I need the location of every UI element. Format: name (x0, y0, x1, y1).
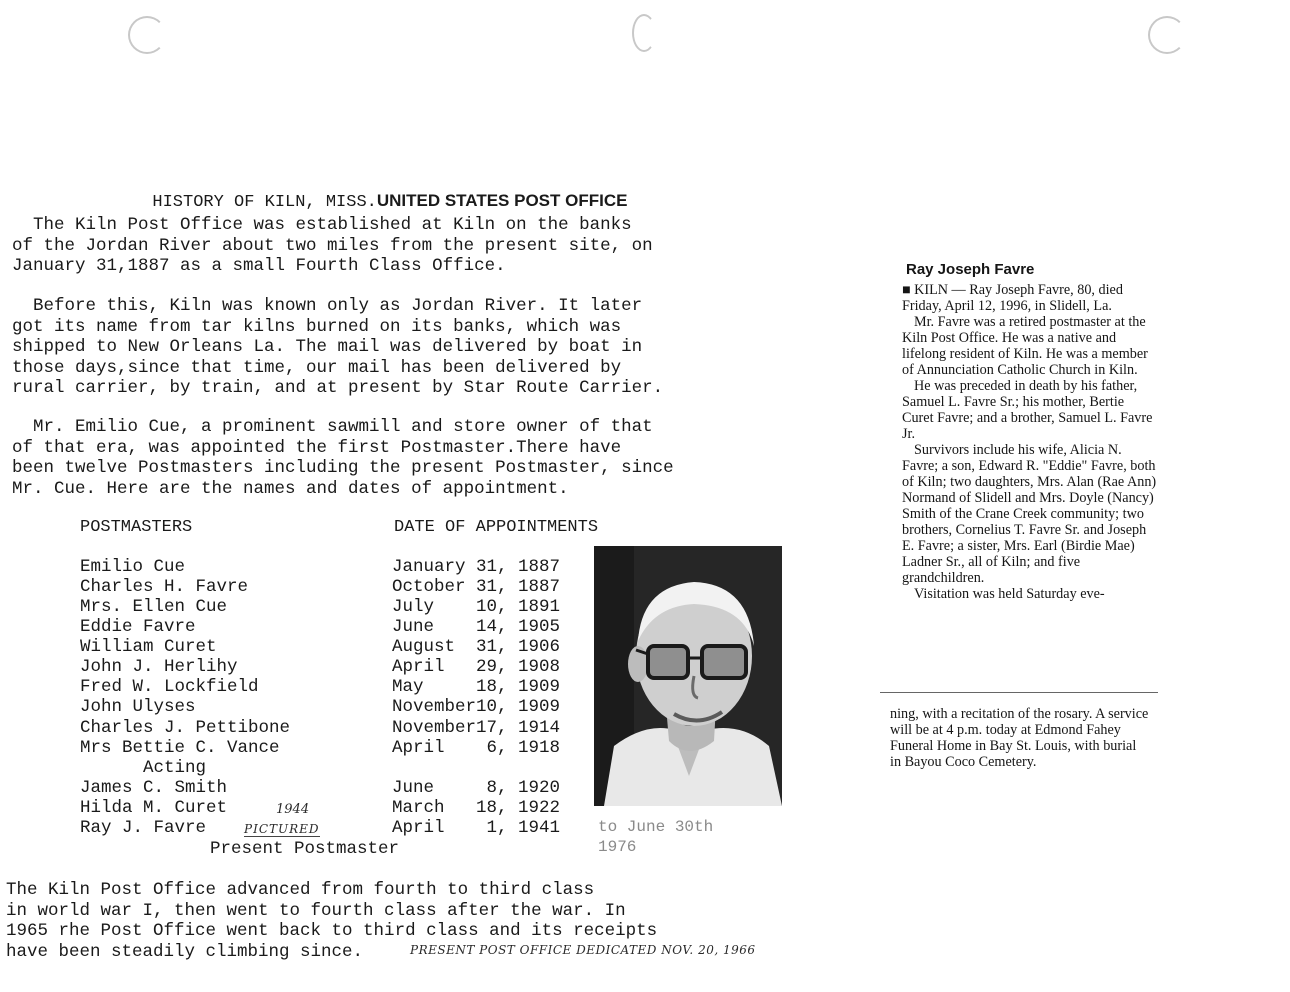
table-row (80, 697, 590, 717)
handwritten-dedication: PRESENT POST OFFICE DEDICATED NOV. 20, 1966 (410, 943, 756, 957)
appointment-date: July 10, 1891 (392, 597, 561, 617)
table-row (80, 577, 590, 597)
postmasters-header: POSTMASTERS (80, 518, 193, 537)
postmaster-name: Hilda M. Curet (80, 798, 228, 818)
postmaster-name: Acting (80, 758, 207, 778)
obituary-paragraph: Visitation was held Saturday eve- (914, 586, 1105, 602)
obituary-paragraph: He was preceded in death by his father, Samuel L. Favre Sr.; his mother, Bertie Curet Favre; and a brother, Samuel L. Favre Jr. (902, 378, 1153, 442)
appointment-date: August 31, 1906 (392, 637, 561, 657)
postmaster-name: Ray J. Favre (80, 818, 207, 838)
handwritten-pictured: PICTURED (244, 822, 320, 836)
appointment-date: May 18, 1909 (392, 677, 561, 697)
appointment-date: March 18, 1922 (392, 798, 561, 818)
handwritten-1944: 1944 (276, 802, 310, 817)
table-row (80, 597, 590, 617)
obituary-paragraph: Survivors include his wife, Alicia N. Favre; a son, Edward R. "Eddie" Favre, both of Kiln; two daughters, Mrs. Alan (Rae Ann) Normand of Slidell and Mrs. Doyle (Nancy) Smith of the Crane Creek community; two brothers, Cornelius T. Favre Sr. and Joseph E. Favre; a sister, Mrs. Earl (Birdie Mae) Ladner Sr., all of Kiln; and five grandchildren. (902, 442, 1157, 586)
table-row (80, 657, 590, 677)
paragraph-2: Before this, Kiln was known only as Jordan River. It later got its name from tar kilns burned on its banks, which was shipped to New Orleans La. The mail was delivered by boat in those days,since that time, our mail has been delivered by rural carrier, by train, and at present by Star Route Carrier. (12, 296, 664, 398)
table-row (80, 718, 590, 738)
table-row (80, 637, 590, 657)
appointment-date: October 31, 1887 (392, 577, 561, 597)
table-row (80, 677, 590, 697)
table-row (80, 617, 590, 637)
appointment-date: November17, 1914 (392, 718, 561, 738)
obituary-continuation-text: ning, with a recitation of the rosary. A service will be at 4 p.m. today at Edmond Fahey Funeral Home in Bay St. Louis, with burial in Bayou Coco Cemetery. (890, 706, 1149, 770)
postmaster-name: Mrs. Ellen Cue (80, 597, 228, 617)
clipping-divider (880, 692, 1158, 693)
postmaster-name: John Ulyses (80, 697, 196, 717)
postmaster-name: Charles J. Pettibone (80, 718, 291, 738)
obituary-headline: Ray Joseph Favre (906, 261, 1035, 278)
appointment-date: June 8, 1920 (392, 778, 561, 798)
title-bold: UNITED STATES POST OFFICE (376, 191, 628, 210)
postmaster-name: William Curet (80, 637, 217, 657)
appointment-date: November10, 1909 (392, 697, 561, 717)
obituary-continuation (890, 706, 1150, 770)
appointment-date: April 6, 1918 (392, 738, 561, 758)
present-postmaster-label: Present Postmaster (210, 839, 400, 859)
appointment-date: June 14, 1905 (392, 617, 561, 637)
table-row (80, 778, 590, 798)
obituary-paragraph: ■ KILN — Ray Joseph Favre, 80, died Friday, April 12, 1996, in Slidell, La. (902, 282, 1123, 314)
table-row (80, 557, 590, 577)
postmaster-name: Fred W. Lockfield (80, 677, 259, 697)
appointment-date: January 31, 1887 (392, 557, 561, 577)
postmaster-name: Charles H. Favre (80, 577, 249, 597)
closing-paragraph: The Kiln Post Office advanced from fourth to third class in world war I, then went to fourth class after the war. In 1965 rhe Post Office went back to third class and its receipts have been steadily climbing since. (6, 880, 658, 962)
postmaster-name: John J. Herlihy (80, 657, 238, 677)
paragraph-1: The Kiln Post Office was established at Kiln on the banks of the Jordan River about two miles from the present site, on January 31,1887 as a small Fourth Class Office. (12, 215, 653, 276)
table-row (80, 818, 590, 838)
obituary-paragraph: Mr. Favre was a retired postmaster at the Kiln Post Office. He was a native and lifelong resident of Kiln. He was a member of Annunciation Catholic Church in Kiln. (902, 314, 1148, 378)
paragraph-3: Mr. Emilio Cue, a prominent sawmill and store owner of that of that era, was appointed the first Postmaster.There have been twelve Postmasters including the present Postmaster, since Mr. Cue. Here are the names and dates of appointment. (12, 417, 674, 499)
appointment-date: April 29, 1908 (392, 657, 561, 677)
portrait-illustration (594, 546, 782, 806)
portrait-photo (594, 546, 782, 806)
table-row (80, 738, 590, 758)
obituary-clipping (880, 262, 1158, 602)
table-row (80, 758, 590, 778)
punch-hole-left (128, 16, 166, 54)
appointment-date: April 1, 1941 (392, 818, 561, 838)
postmaster-name: Mrs Bettie C. Vance (80, 738, 280, 758)
punch-hole-right (1148, 16, 1186, 54)
title-typed: HISTORY OF KILN, MISS. (152, 193, 377, 212)
faint-note: to June 30th 1976 (598, 818, 714, 856)
punch-hole-middle (632, 14, 656, 52)
table-row (80, 798, 590, 818)
postmaster-name: James C. Smith (80, 778, 228, 798)
postmaster-name: Emilio Cue (80, 557, 186, 577)
document-title (132, 172, 627, 212)
postmaster-name: Eddie Favre (80, 617, 196, 637)
appointments-header: DATE OF APPOINTMENTS (394, 518, 599, 537)
